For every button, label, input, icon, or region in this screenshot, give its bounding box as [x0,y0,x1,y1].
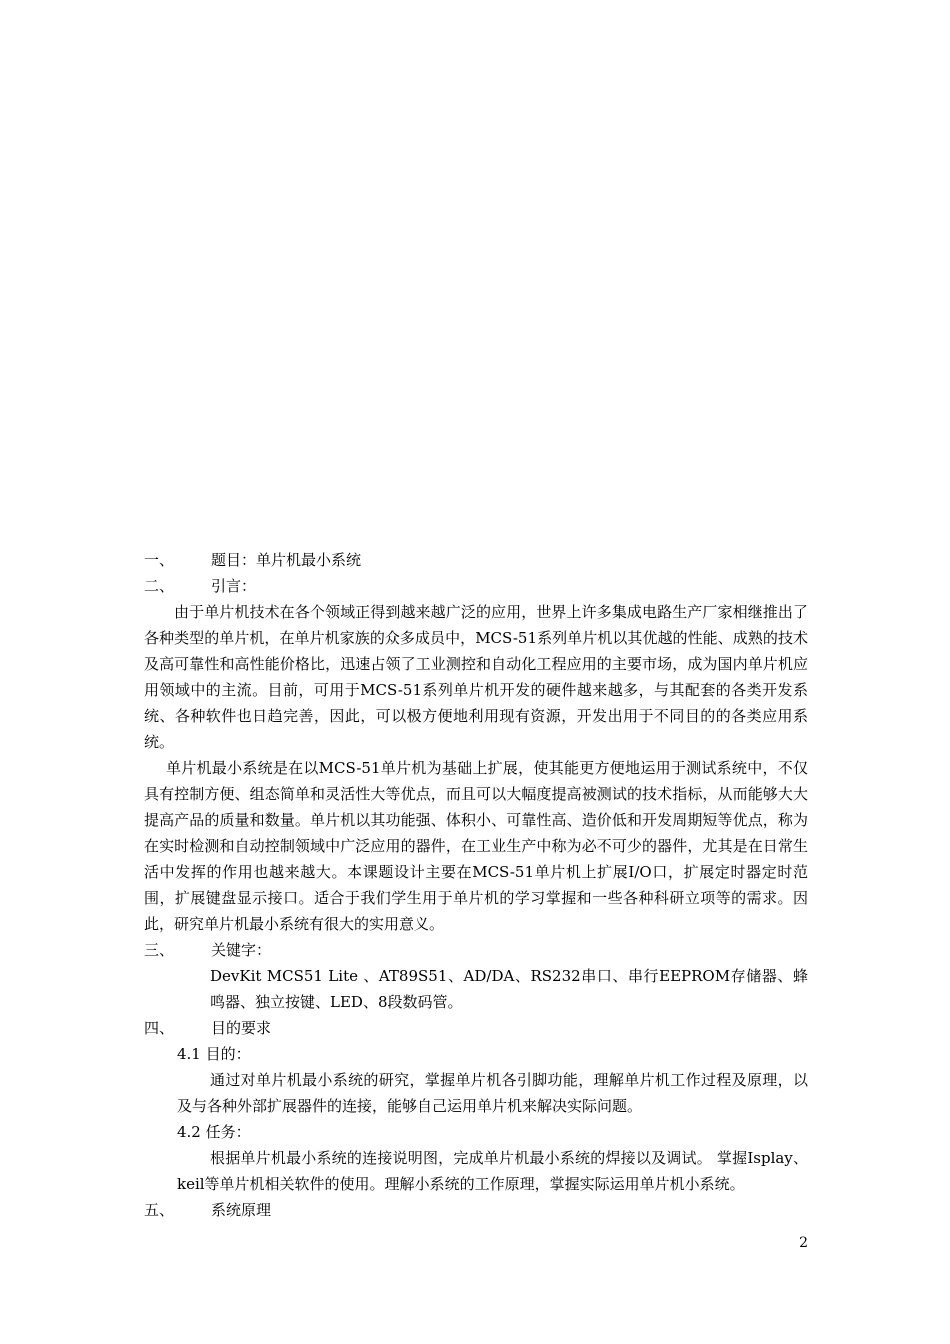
section-title: 目的要求 [211,1019,272,1037]
section-heading-1 [144,547,808,573]
subsection-heading-4-1: 4.1 目的： [177,1045,251,1063]
section-number: 三、 [144,941,175,959]
section-heading-2 [144,573,808,599]
intro-paragraph-1: 由于单片机技术在各个领域正得到越来越广泛的应用，世界上许多集成电路生产厂家相继推出了各种类型的单片机，在单片机家族的众多成员中，MCS-51系列单片机以其优越的性能、成熟的技术及高可靠性和高性能价格比，迅速占领了工业测控和自动化工程应用的主要市场，成为国内单片机应用领域中的主流。目前，可用于MCS-51系列单片机开发的硬件越来越多，与其配套的各类开发系统、各种软件也日趋完善，因此，可以极方便地利用现有资源，开发出用于不同目的的各类应用系统。 [144,603,808,751]
subsection-text-4-1: 通过对单片机最小系统的研究，掌握单片机各引脚功能，理解单片机工作过程及原理，以及与各种外部扩展器件的连接，能够自己运用单片机来解决实际问题。 [177,1071,808,1115]
section-heading-4 [144,1015,808,1041]
section-title: 题目：单片机最小系统 [211,551,362,569]
section-title: 关键字： [211,941,272,959]
section-number: 四、 [144,1019,175,1037]
subsection-heading-4-2: 4.2 任务： [177,1123,251,1141]
page-body [144,547,808,1223]
subsection-text-4-2: 根据单片机最小系统的连接说明图，完成单片机最小系统的焊接以及调试。 掌握Isplay、keil等单片机相关软件的使用。理解小系统的工作原理，掌握实际运用单片机小系统。 [177,1149,808,1193]
section-number: 一、 [144,551,175,569]
section-heading-3 [144,937,808,963]
section-title: 系统原理 [211,1201,272,1219]
section-heading-5 [144,1197,808,1223]
section-number: 五、 [144,1201,175,1219]
page-number: 2 [799,1235,808,1251]
section-title: 引言： [211,577,257,595]
section-number: 二、 [144,577,175,595]
intro-paragraph-2: 单片机最小系统是在以MCS-51单片机为基础上扩展，使其能更方便地运用于测试系统中，不仅具有控制方便、组态简单和灵活性大等优点，而且可以大幅度提高被测试的技术指标，从而能够大大提高产品的质量和数量。单片机以其功能强、体积小、可靠性高、造价低和开发周期短等优点，称为在实时检测和自动控制领域中广泛应用的器件，在工业生产中称为必不可少的器件，尤其是在日常生活中发挥的作用也越来越大。本课题设计主要在MCS-51单片机上扩展I/O口，扩展定时器定时范围，扩展键盘显示接口。适合于我们学生用于单片机的学习掌握和一些各种科研立项等的需求。因此，研究单片机最小系统有很大的实用意义。 [144,759,808,933]
keywords-text: DevKit MCS51 Lite 、AT89S51、AD/DA、RS232串口、串行EEPROM存储器、蜂鸣器、独立按键、LED、8段数码管。 [210,967,808,1011]
